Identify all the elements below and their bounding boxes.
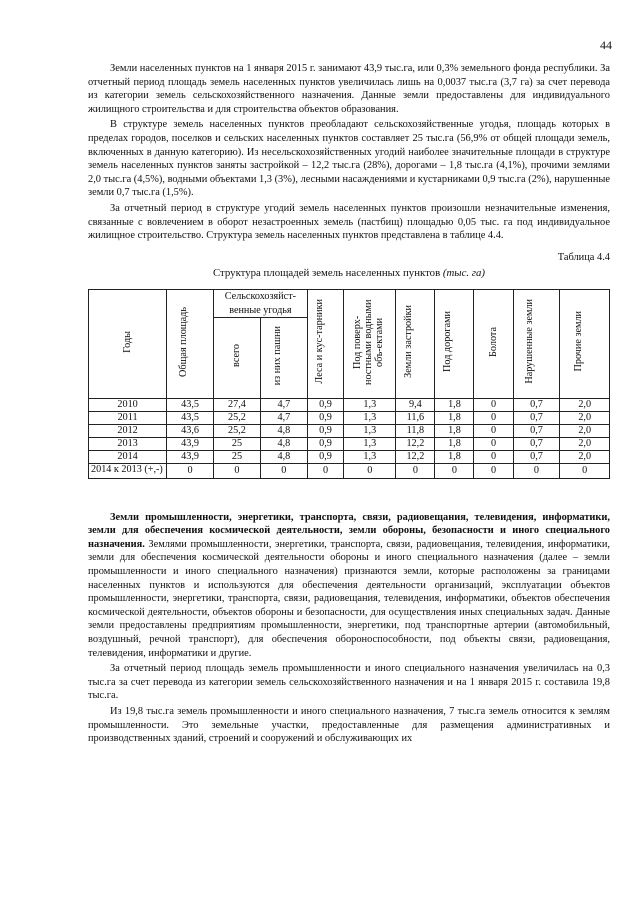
cell: 0: [560, 464, 610, 479]
cell: 0,9: [307, 412, 343, 425]
cell: 0,7: [513, 438, 560, 451]
cell: 4,7: [260, 412, 307, 425]
cell: 0,7: [513, 412, 560, 425]
cell: 0,7: [513, 399, 560, 412]
cell-year: 2010: [89, 399, 167, 412]
cell: 0: [474, 425, 513, 438]
header-water: Под поверх-ностными водными объ-ектами: [344, 289, 396, 398]
cell: 25: [214, 438, 261, 451]
cell: 27,4: [214, 399, 261, 412]
header-other: Прочие земли: [560, 289, 610, 398]
table-row: [89, 438, 610, 451]
cell: 4,8: [260, 438, 307, 451]
land-structure-table: [88, 289, 610, 479]
paragraph-1: Земли населенных пунктов на 1 января 2015 г. занимают 43,9 тыс.га, или 0,3% земельного фонда республики. За отчетный период площадь земель населенных пунктов увеличилась лишь на 0,0037 тыс.га (3,7 га) за счет перевода из категории земель сельскохозяйственного назначения. Данные земли предоставлены для индивидуального жилищного строительства и для строительства объектов образования.: [88, 63, 610, 115]
cell: 1,8: [435, 451, 474, 464]
cell: 2,0: [560, 399, 610, 412]
cell: 2,0: [560, 412, 610, 425]
cell: 0: [396, 464, 435, 479]
cell: 0: [307, 464, 343, 479]
section-paragraph: [88, 511, 610, 661]
cell-year: 2012: [89, 425, 167, 438]
cell: 43,9: [167, 438, 214, 451]
cell: 1,3: [344, 399, 396, 412]
table-row: [89, 425, 610, 438]
cell: 0,9: [307, 451, 343, 464]
cell: 0: [344, 464, 396, 479]
cell: 4,8: [260, 451, 307, 464]
table-row: [89, 451, 610, 464]
cell: 0: [214, 464, 261, 479]
cell-year: 2014 к 2013 (+,-): [89, 464, 167, 479]
cell-year: 2011: [89, 412, 167, 425]
table-title-text: Структура площадей земель населенных пунктов: [213, 267, 441, 280]
cell: 4,8: [260, 425, 307, 438]
cell: 0: [474, 399, 513, 412]
cell: 4,7: [260, 399, 307, 412]
header-agri-all: всего: [214, 318, 261, 399]
cell: 9,4: [396, 399, 435, 412]
cell: 43,6: [167, 425, 214, 438]
cell: 2,0: [560, 438, 610, 451]
cell: 0: [474, 438, 513, 451]
cell: 12,2: [396, 438, 435, 451]
table-label: Таблица 4.4: [557, 251, 610, 263]
cell: 1,3: [344, 451, 396, 464]
table-row: [89, 399, 610, 412]
cell-year: 2014: [89, 451, 167, 464]
cell: 43,9: [167, 451, 214, 464]
cell: 11,8: [396, 425, 435, 438]
cell: 0: [474, 412, 513, 425]
cell: 1,8: [435, 425, 474, 438]
header-total: Общая площадь: [167, 289, 214, 398]
header-disturbed: Нарушенные земли: [513, 289, 560, 398]
header-built: Земли застройки: [396, 289, 435, 398]
table-title: [88, 267, 610, 281]
cell-year: 2013: [89, 438, 167, 451]
header-roads: Под дорогами: [435, 289, 474, 398]
cell: 0,9: [307, 438, 343, 451]
table-unit: (тыс. га): [442, 267, 485, 280]
cell: 0,9: [307, 425, 343, 438]
cell: 1,8: [435, 412, 474, 425]
cell: 0: [513, 464, 560, 479]
cell: 2,0: [560, 451, 610, 464]
cell: 25: [214, 451, 261, 464]
header-agri-arable: из них пашни: [260, 318, 307, 399]
cell: 11,6: [396, 412, 435, 425]
cell: 0,7: [513, 425, 560, 438]
cell: 43,5: [167, 412, 214, 425]
header-years: Годы: [89, 289, 167, 398]
header-agri-group: Сельскохозяйст-венные угодья: [214, 289, 308, 317]
document-body: [88, 62, 610, 748]
cell: 43,5: [167, 399, 214, 412]
cell: 12,2: [396, 451, 435, 464]
cell: 1,8: [435, 399, 474, 412]
header-swamps: Болота: [474, 289, 513, 398]
table-row-change: [89, 464, 610, 479]
paragraph-2: В структуре земель населенных пунктов преобладают сельскохозяйственные угодья, площадь которых в пределах городов, поселков и сельских населенных пунктов составляет 25 тыс.га (56,9% от общей площади земель, включенных в данную категорию). Из несельскохозяйственных угодий наиболее значительные площади в структуре земель населенных пунктов заняты застройкой – 12,2 тыс.га (28%), дорогами – 1,8 тыс.га (4,1%), прочими землями 2,0 тыс.га (4,5%), водными объектами 1,3 (3%), лесными насаждениями и кустарниками 0,9 тыс.га (2%), нарушенные земли 0,7 тыс.га (1,5%).: [88, 119, 610, 199]
cell: 0: [474, 451, 513, 464]
cell: 0: [435, 464, 474, 479]
cell: 0: [474, 464, 513, 479]
cell: 0,7: [513, 451, 560, 464]
cell: 2,0: [560, 425, 610, 438]
paragraph-5: Из 19,8 тыс.га земель промышленности и иного специального назначения, 7 тыс.га земель относится к землям промышленности. Это земельные участки, предоставленные для размещения административных и производственных зданий, строений и сооружений и обслуживающих их: [88, 706, 610, 745]
cell: 1,3: [344, 425, 396, 438]
table-row: [89, 412, 610, 425]
section-heading: Земли промышленности, энергетики, транспорта, связи, радиовещания, телевидения, информатики, земли для обеспечения космической деятельности, земли обороны, безопасности и иного специального назначения.: [88, 511, 610, 550]
cell: 0: [167, 464, 214, 479]
paragraph-3: За отчетный период в структуре угодий земель населенных пунктов произошли незначительные изменения, связанные с вовлечением в оборот незастроенных земель (пастбищ) площадью 0,05 тыс. га под индивидуальное жилищное строительство. Структура земель населенных пунктов представлена в таблице 4.4.: [88, 202, 610, 242]
cell: 25,2: [214, 412, 261, 425]
paragraph-4: За отчетный период площадь земель промышленности и иного специального назначения увеличилась на 0,3 тыс.га за счет перевода из категории земель сельскохозяйственного назначения и на 1 января 2015 г. составила 19,8 тыс.га.: [88, 663, 610, 702]
cell: 1,3: [344, 412, 396, 425]
page-number: 44: [600, 38, 612, 52]
cell: 25,2: [214, 425, 261, 438]
cell: 1,8: [435, 438, 474, 451]
cell: 0: [260, 464, 307, 479]
header-forest: Леса и кус-тарники: [307, 289, 343, 398]
cell: 0,9: [307, 399, 343, 412]
cell: 1,3: [344, 438, 396, 451]
section-text: Землями промышленности, энергетики, транспорта, связи, радиовещания, телевидения, информатики, земли для обеспечения космической деятельности обороны и иного специального назначения (далее – земли промышленности и иного специального назначения) признаются земли, которые расположены за границами населенных пунктов и используются для обеспечения деятельности организаций, эксплуатации объектов промышленности, энергетики, транспорта, связи, радиовещания, телевидения, информатики, объектов обеспечения космической деятельности, объектов обороны и безопасности, для осуществления иных специальных задач. Данные земли предоставлены предприятиям промышленности, энергетики, под транспортные артерии (автомобильный, воздушный, речной транспорт), для обеспечения обороноспособности, под объекты связи, радиовещания, телевидения, информатики и другие.: [88, 538, 610, 659]
